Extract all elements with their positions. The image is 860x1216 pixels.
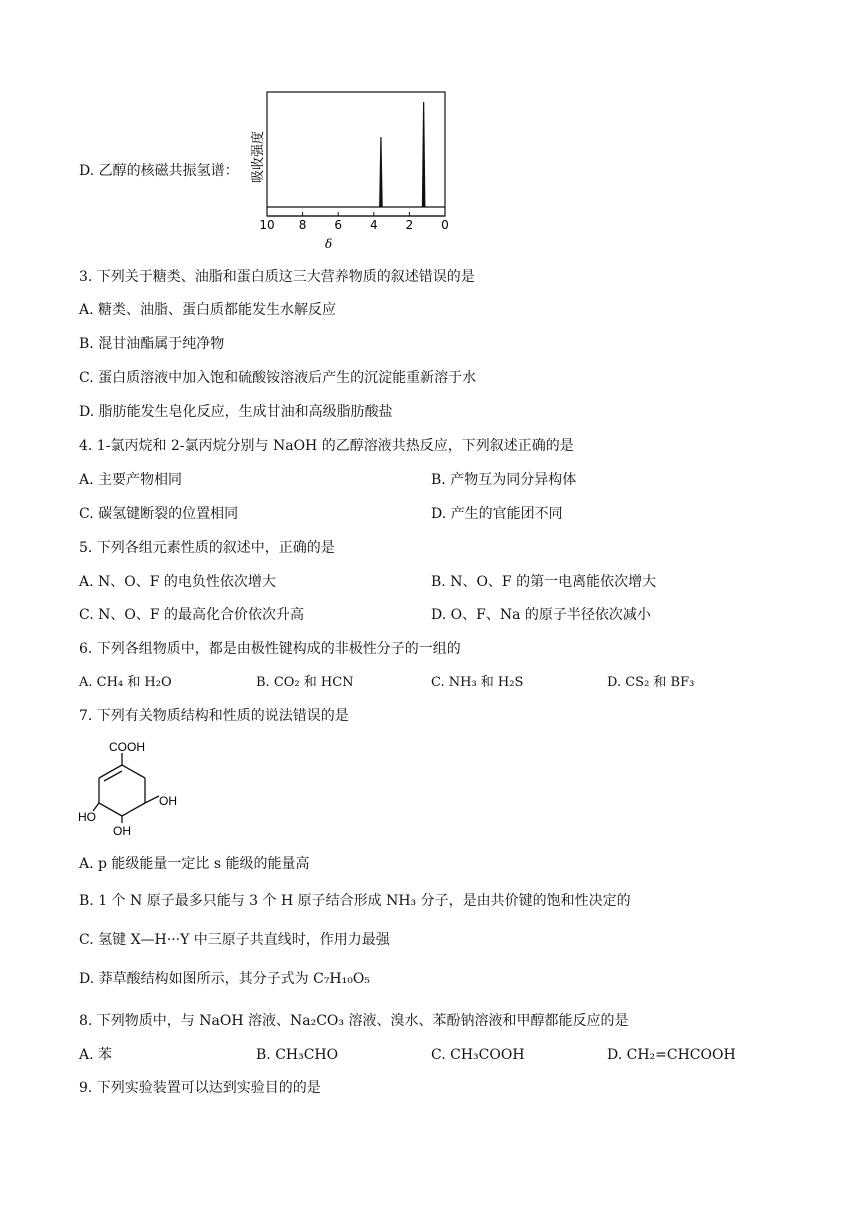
q5-option-b: B. N、O、F 的第一电离能依次增大 [431,574,657,590]
x-ticks [259,212,448,232]
nmr-peak [380,137,382,207]
q2-option-d: D. 乙醇的核磁共振氢谱： [79,163,239,179]
q4-option-c: C. 碳氢键断裂的位置相同 [79,506,239,522]
q8-option-b: B. CH₃CHO [256,1047,339,1063]
x-tick-label: 6 [334,218,343,232]
nmr-ylabel: 吸收强度 [251,130,266,183]
q7-option-a: A. p 能级能量一定比 s 能级的能量高 [79,856,310,872]
nmr-peak [422,102,424,207]
nmr-spectrum-chart [251,88,455,251]
q4-option-a: A. 主要产物相同 [79,472,183,488]
x-tick-label: 4 [369,218,378,232]
q3-option-a: A. 糖类、油脂、蛋白质都能发生水解反应 [79,302,337,318]
q4-option-d: D. 产生的官能团不同 [431,506,563,522]
q5-option-d: D. O、F、Na 的原子半径依次减小 [431,607,651,623]
oh-bottom-label: OH [113,824,131,838]
q5-option-c: C. N、O、F 的最高化合价依次升高 [79,607,305,623]
q6-stem: 6. 下列各组物质中，都是由极性键构成的非极性分子的一组的 [79,641,461,657]
q7-option-d: D. 莽草酸结构如图所示，其分子式为 C₇H₁₀O₅ [79,971,370,987]
q8-option-d: D. CH₂=CHCOOH [607,1047,736,1063]
q8-option-c: C. CH₃COOH [431,1047,525,1063]
q7-stem: 7. 下列有关物质结构和性质的说法错误的是 [79,708,349,724]
q5-stem: 5. 下列各组元素性质的叙述中，正确的是 [79,540,335,556]
ho-left-label: HO [78,810,96,824]
plot-frame [267,92,445,216]
q6-option-c: C. NH₃ 和 H₂S [431,675,524,690]
x-tick-label: 0 [441,218,449,232]
q4-option-b: B. 产物互为同分异构体 [431,472,577,488]
peaks [380,102,425,207]
q3-option-d: D. 脂肪能发生皂化反应，生成甘油和高级脂肪酸盐 [79,404,393,420]
q4-stem: 4. 1-氯丙烷和 2-氯丙烷分别与 NaOH 的乙醇溶液共热反应，下列叙述正确的是 [79,438,574,454]
q8-option-a: A. 苯 [79,1047,113,1063]
shikimic-acid-structure [75,735,195,845]
nmr-xlabel: δ [325,237,333,251]
q8-stem: 8. 下列物质中，与 NaOH 溶液、Na₂CO₃ 溶液、溴水、苯酚钠溶液和甲醇都能反应的是 [79,1013,629,1029]
q7-option-c: C. 氢键 X—H···Y 中三原子共直线时，作用力最强 [79,932,390,948]
q5-option-a: A. N、O、F 的电负性依次增大 [79,574,276,590]
q3-option-c: C. 蛋白质溶液中加入饱和硫酸铵溶液后产生的沉淀能重新溶于水 [79,370,477,386]
q6-option-b: B. CO₂ 和 HCN [256,675,354,690]
q3-stem: 3. 下列关于糖类、油脂和蛋白质这三大营养物质的叙述错误的是 [79,269,475,285]
cooh-label: COOH [109,740,145,754]
x-tick-label: 2 [405,218,414,232]
q3-option-b: B. 混甘油酯属于纯净物 [79,336,225,352]
x-tick-label: 10 [259,218,275,232]
x-tick-label: 8 [298,218,307,232]
q6-option-d: D. CS₂ 和 BF₃ [607,675,695,690]
q7-option-b: B. 1 个 N 原子最多只能与 3 个 H 原子结合形成 NH₃ 分子，是由共价键的饱和性决定的 [79,893,631,909]
oh-right-label: OH [159,794,177,808]
q9-stem: 9. 下列实验装置可以达到实验目的的是 [79,1080,321,1096]
q6-option-a: A. CH₄ 和 H₂O [79,675,172,690]
